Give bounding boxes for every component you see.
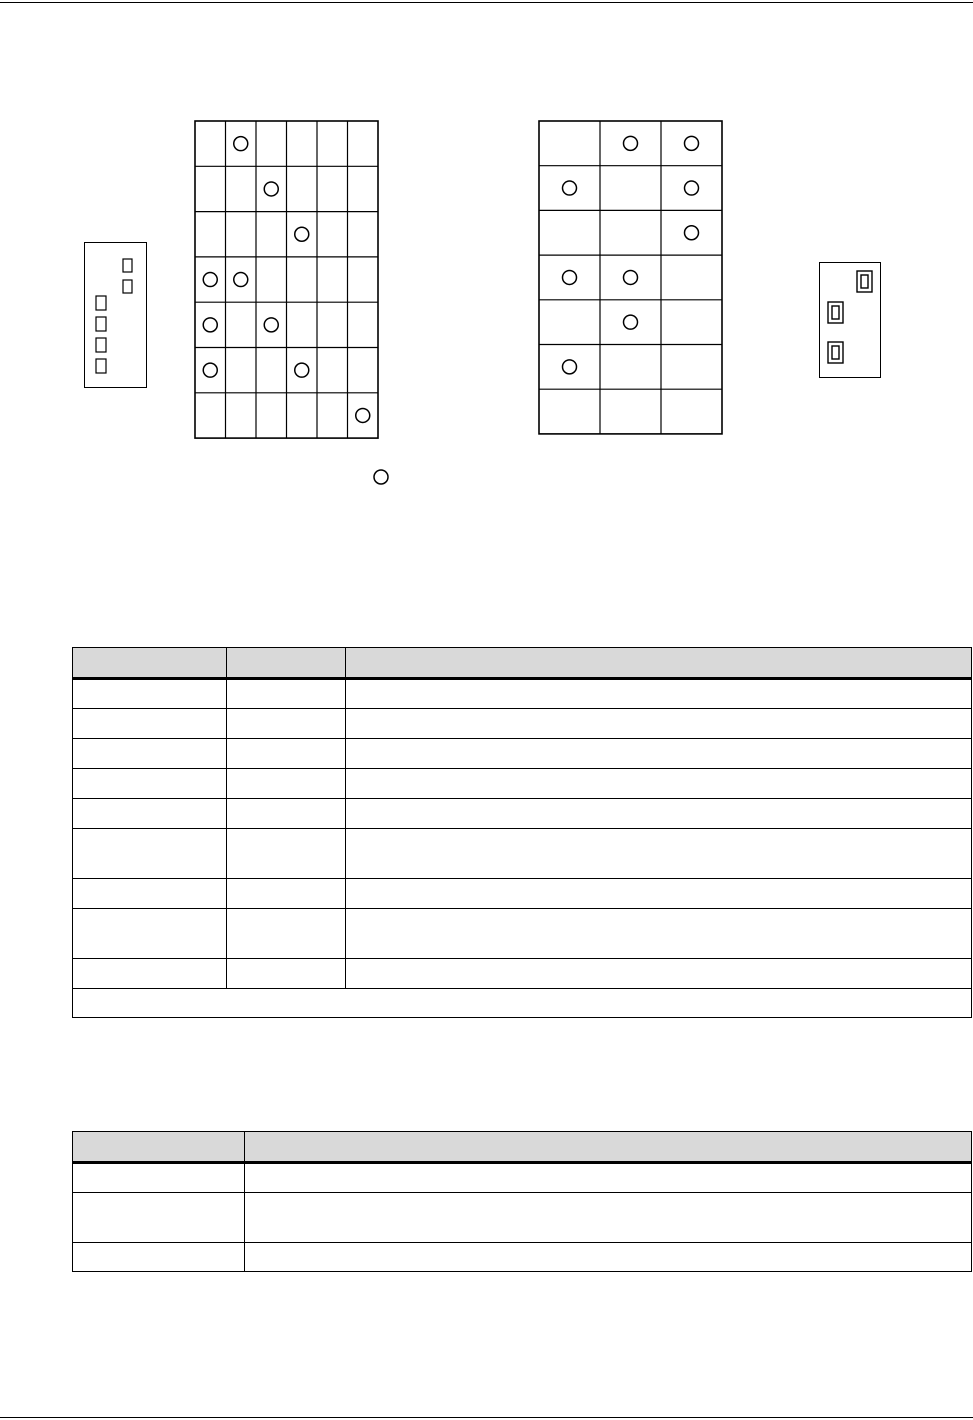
table-row [73,909,972,959]
table-cell [73,739,227,769]
table-cell [227,679,346,709]
table-row [73,1243,972,1272]
table-cell [227,959,346,989]
table-header-cell [346,648,972,679]
jumper-circle-icon [234,137,248,151]
connector-pin-icon [96,359,106,373]
table-footnote-row [73,989,972,1018]
description-table [72,1131,972,1272]
table-cell [227,799,346,829]
table-cell [346,879,972,909]
settings-table [72,647,972,1018]
right-connector-diagram [819,262,883,380]
jumper-circle-icon [685,181,699,195]
table-row [73,1163,972,1193]
table-cell [346,679,972,709]
table-cell [245,1193,972,1243]
table-cell [346,959,972,989]
connector-pin-icon [96,317,106,331]
table-cell [227,909,346,959]
table-cell [73,959,227,989]
table-row [73,879,972,909]
jumper-circle-icon [264,182,278,196]
table-cell [73,1243,245,1272]
table-footnote [73,989,972,1018]
connector-pin-icon [123,259,132,272]
jumper-circle-icon [203,318,217,332]
jumper-circle-icon [295,227,309,241]
jumper-circle-icon [685,226,699,240]
table-cell [227,709,346,739]
table-row [73,829,972,879]
table-cell [73,679,227,709]
table-cell [73,829,227,879]
table-row [73,769,972,799]
jumper-circle-icon [563,360,577,374]
jumper-circle-icon [234,273,248,287]
table-header-row [73,1132,972,1163]
table-header-row [73,648,972,679]
table-cell [227,769,346,799]
table-row [73,739,972,769]
table-row [73,1193,972,1243]
table-cell [73,1163,245,1193]
footer-rule [0,1417,973,1418]
table-cell [227,829,346,879]
connector-pin-icon [123,280,132,293]
jumper-circle-icon [624,270,638,284]
jumper-circle-icon [295,363,309,377]
jumper-circle-icon [563,270,577,284]
table-header-cell [245,1132,972,1163]
connector-pin-icon [828,342,843,363]
header-rule [0,2,973,3]
connector-pin-icon [96,338,106,352]
table-cell [73,709,227,739]
left-jumper-grid [194,120,380,440]
table-cell [346,909,972,959]
connector-pin-icon [857,271,872,292]
table-row [73,799,972,829]
jumper-circle-icon [356,408,370,422]
left-connector-diagram [84,242,148,390]
table-cell [346,739,972,769]
table-row [73,959,972,989]
table-cell [227,739,346,769]
table-cell [346,799,972,829]
jumper-circle-icon [203,363,217,377]
table-cell [346,829,972,879]
table-header-cell [73,648,227,679]
table-cell [73,879,227,909]
table-cell [73,909,227,959]
table-cell [73,1193,245,1243]
jumper-circle-icon [624,136,638,150]
jumper-circle-icon [203,273,217,287]
table-cell [346,709,972,739]
table-header-cell [227,648,346,679]
table-cell [73,769,227,799]
jumper-circle-icon [624,315,638,329]
right-jumper-grid [538,120,724,436]
jumper-circle-icon [685,136,699,150]
table-cell [245,1163,972,1193]
jumper-circle-icon [264,318,278,332]
table-cell [245,1243,972,1272]
connector-pin-icon [96,296,106,310]
jumper-circle-icon [563,181,577,195]
table-header-cell [73,1132,245,1163]
connector-pin-icon [828,302,843,323]
table-row [73,709,972,739]
table-cell [346,769,972,799]
table-cell [73,799,227,829]
table-row [73,679,972,709]
legend-circle-icon [372,468,392,488]
table-cell [227,879,346,909]
